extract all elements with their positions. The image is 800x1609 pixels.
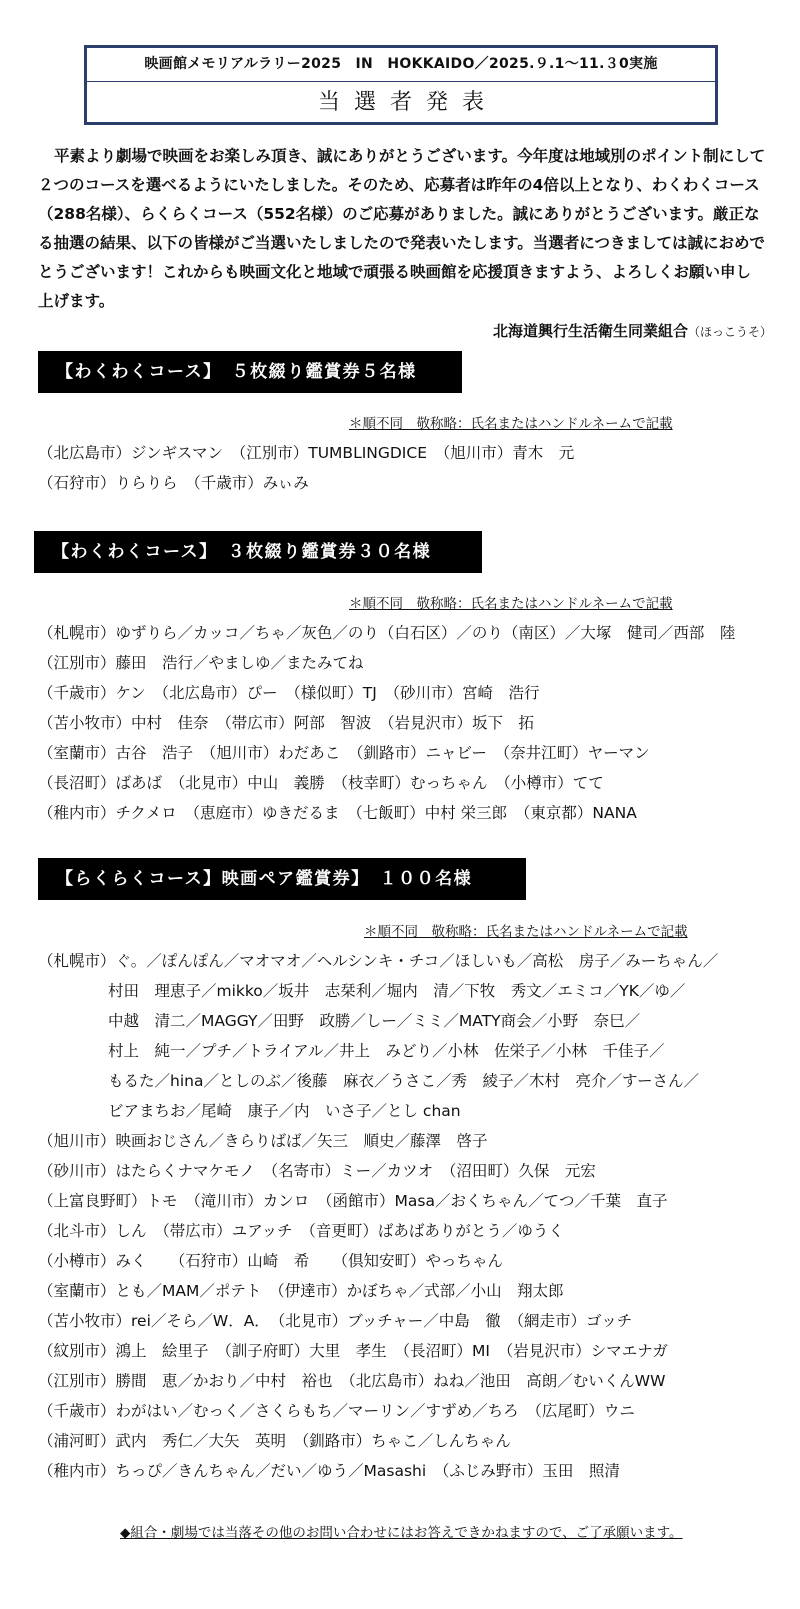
winner-line: （江別市）藤田 浩行／やましゆ／またみてね: [38, 654, 364, 672]
winner-line: （石狩市）りらりら （千歳市）みぃみ: [38, 474, 309, 492]
winner-line: 中越 清二／MAGGY／田野 政勝／しー／ミミ／MATY商会／小野 奈巳／: [108, 1012, 641, 1030]
winner-line: （札幌市）ゆずりら／カッコ／ちゃ／灰色／のり（白石区）／のり（南区）／大塚 健司／西部 陸: [38, 624, 736, 642]
winner-line: （苫小牧市）中村 佳奈 （帯広市）阿部 智波 （岩見沢市）坂下 拓: [38, 714, 535, 732]
organization-name: 北海道興行生活衛生同業組合: [492, 322, 688, 340]
winner-line: もるた／hina／としのぶ／後藤 麻衣／うさこ／秀 綾子／木村 亮介／すーさん／: [108, 1072, 699, 1090]
winner-line: （室蘭市）とも／MAM／ポテト （伊達市）かぼちゃ／式部／小山 翔太郎: [38, 1282, 564, 1300]
section-note: ＊順不同 敬称略：氏名またはハンドルネームで記載: [364, 924, 688, 940]
winner-line: （長沼町）ばあば （北見市）中山 義勝 （枝幸町）むっちゃん （小樽市）てて: [38, 774, 604, 792]
intro-paragraph: [38, 142, 766, 316]
winner-line: （旭川市）映画おじさん／きらりばば／矢三 順史／藤澤 啓子: [38, 1132, 488, 1150]
winner-line: （浦河町）武内 秀仁／大矢 英明 （釧路市）ちゃこ／しんちゃん: [38, 1432, 511, 1450]
section-note: ＊順不同 敬称略：氏名またはハンドルネームで記載: [349, 416, 673, 432]
page-title: 当選者発表: [317, 90, 498, 115]
section-heading-wakuwaku-5: 【わくわくコース】 ５枚綴り鑑賞券５名様: [38, 351, 462, 393]
winner-line: （室蘭市）古谷 浩子 （旭川市）わだあこ （釧路市）ニャビー （奈井江町）ヤーマン: [38, 744, 650, 762]
winner-line: （小樽市）みく （石狩市）山崎 希 （倶知安町）やっちゃん: [38, 1252, 504, 1270]
header-box: [84, 45, 718, 125]
winner-line: （江別市）勝間 恵／かおり／中村 裕也 （北広島市）ねね／池田 高朗／むいくんWW: [38, 1372, 666, 1390]
winner-line: （千歳市）ケン （北広島市）ぴー （様似町）TJ （砂川市）宮崎 浩行: [38, 684, 540, 702]
winner-line: （北広島市）ジンギスマン （江別市）TUMBLINGDICE （旭川市）青木 元: [38, 444, 575, 462]
winner-line: （紋別市）鴻上 絵里子 （訓子府町）大里 孝生 （長沼町）MI （岩見沢市）シマエナガ: [38, 1342, 668, 1360]
organization-kana: （ほっこうそ）: [687, 325, 772, 339]
winner-line: （苫小牧市）rei／そら／W．A． （北見市）ブッチャー／中島 徹 （網走市）ゴッチ: [38, 1312, 633, 1330]
winner-line: （千歳市）わがはい／むっく／さくらもち／マーリン／すずめ／ちろ （広尾町）ウニ: [38, 1402, 635, 1420]
winner-line: （砂川市）はたらくナマケモノ （名寄市）ミー／カツオ （沼田町）久保 元宏: [38, 1162, 596, 1180]
winner-line: ビアまちお／尾崎 康子／内 いさ子／とし chan: [108, 1102, 461, 1120]
organization: [493, 320, 772, 341]
winner-line: （札幌市）ぐ。／ぽんぽん／マオマオ／ヘルシンキ・チコ／ほしいも／高松 房子／みーちゃん／: [38, 952, 719, 970]
section-heading-wakuwaku-3: 【わくわくコース】 ３枚綴り鑑賞券３０名様: [34, 531, 482, 573]
footer-note: ◆組合・劇場では当落その他のお問い合わせにはお答えできかねますので、ご了承願います。: [120, 1525, 683, 1541]
event-title: 映画館メモリアルラリー2025 IN HOKKAIDO／2025.９.1〜11.３0実施: [87, 48, 715, 82]
section-note: ＊順不同 敬称略：氏名またはハンドルネームで記載: [349, 596, 673, 612]
section-heading-rakuraku: 【らくらくコース】映画ペア鑑賞券】 １００名様: [38, 858, 526, 900]
winner-line: 村上 純一／プチ／トライアル／井上 みどり／小林 佐栄子／小林 千佳子／: [108, 1042, 665, 1060]
winner-line: 村田 理恵子／mikko／坂井 志栞利／堀内 清／下牧 秀文／エミコ／YK／ゆ／: [108, 982, 686, 1000]
winner-line: （北斗市）しん （帯広市）ユアッチ （音更町）ばあばありがとう／ゆうく: [38, 1222, 564, 1240]
winner-line: （上富良野町）トモ （滝川市）カンロ （函館市）Masa／おくちゃん／てつ／千葉 直子: [38, 1192, 668, 1210]
intro-text: 平素より劇場で映画をお楽しみ頂き、誠にありがとうございます。今年度は地域別のポイント制にして２つのコースを選べるようにいたしました。そのため、応募者は昨年の4倍以上となり、わくわくコース（288名様）、らくらくコース（552名様）のご応募がありました。誠にありがとうございます。厳正なる抽選の結果、以下の皆様がご当選いたしましたので発表いたします。当選者につきましては誠におめでとうございます！これからも映画文化と地域で頑張る映画館を応援頂きますよう、よろしくお願い申し上げます。: [38, 147, 766, 310]
winner-line: （稚内市）チクメロ （恵庭市）ゆきだるま （七飯町）中村 栄三郎 （東京都）NANA: [38, 804, 637, 822]
winner-line: （稚内市）ちっぴ／きんちゃん／だい／ゆう／Masashi （ふじみ野市）玉田 照清: [38, 1462, 620, 1480]
